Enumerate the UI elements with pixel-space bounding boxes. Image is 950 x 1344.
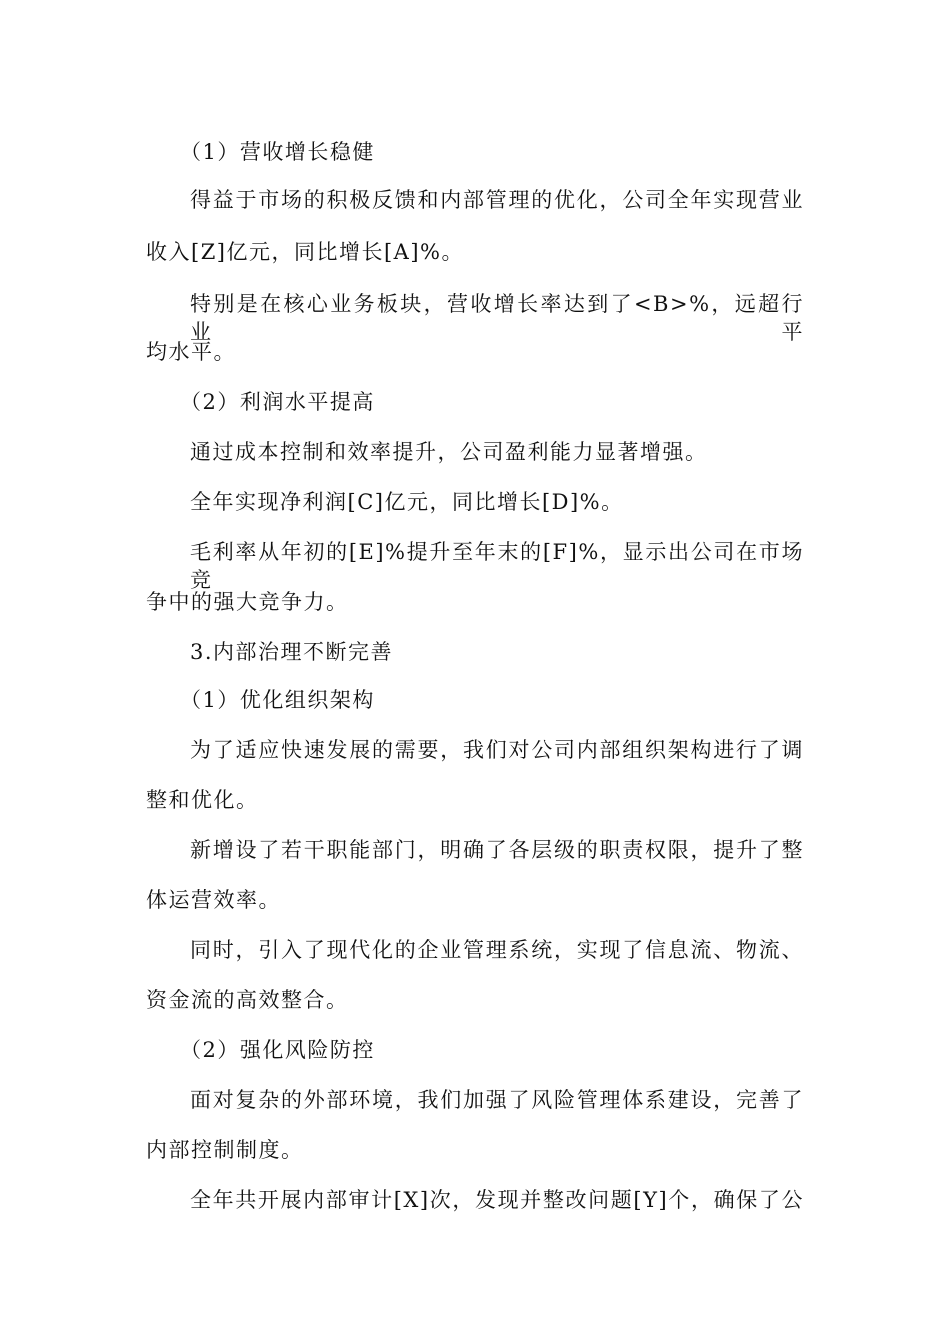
- paragraph-line: 全年共开展内部审计[X]次，发现并整改问题[Y]个，确保了公: [190, 1188, 804, 1212]
- paragraph-line: 体运营效率。: [146, 888, 281, 912]
- paragraph-line: 通过成本控制和效率提升，公司盈利能力显著增强。: [190, 440, 708, 464]
- subheading-revenue-growth: （1）营收增长稳健: [180, 140, 375, 164]
- paragraph-line: 内部控制制度。: [146, 1138, 304, 1162]
- paragraph-line: 均水平。: [146, 340, 236, 364]
- paragraph-line: 新增设了若干职能部门，明确了各层级的职责权限，提升了整: [190, 838, 804, 862]
- paragraph-line: 毛利率从年初的[E]%提升至年末的[F]%，显示出公司在市场竞: [190, 540, 804, 592]
- paragraph-line: 争中的强大竞争力。: [146, 590, 349, 614]
- paragraph-line: 收入[Z]亿元，同比增长[A]%。: [146, 240, 464, 264]
- paragraph-line: 整和优化。: [146, 788, 259, 812]
- paragraph-line: 同时，引入了现代化的企业管理系统，实现了信息流、物流、: [190, 938, 804, 962]
- paragraph-line: 为了适应快速发展的需要，我们对公司内部组织架构进行了调: [190, 738, 804, 762]
- paragraph-line: 资金流的高效整合。: [146, 988, 349, 1012]
- paragraph-line: 得益于市场的积极反馈和内部管理的优化，公司全年实现营业: [190, 188, 804, 212]
- subheading-profit-improvement: （2）利润水平提高: [180, 390, 375, 414]
- subheading-org-structure: （1）优化组织架构: [180, 688, 375, 712]
- paragraph-line: 全年实现净利润[C]亿元，同比增长[D]%。: [190, 490, 624, 514]
- section-heading-governance: 3.内部治理不断完善: [190, 640, 394, 664]
- paragraph-line: 特别是在核心业务板块，营收增长率达到了<B>%，远超行业平: [190, 292, 804, 344]
- paragraph-line: 面对复杂的外部环境，我们加强了风险管理体系建设，完善了: [190, 1088, 804, 1112]
- subheading-risk-control: （2）强化风险防控: [180, 1038, 375, 1062]
